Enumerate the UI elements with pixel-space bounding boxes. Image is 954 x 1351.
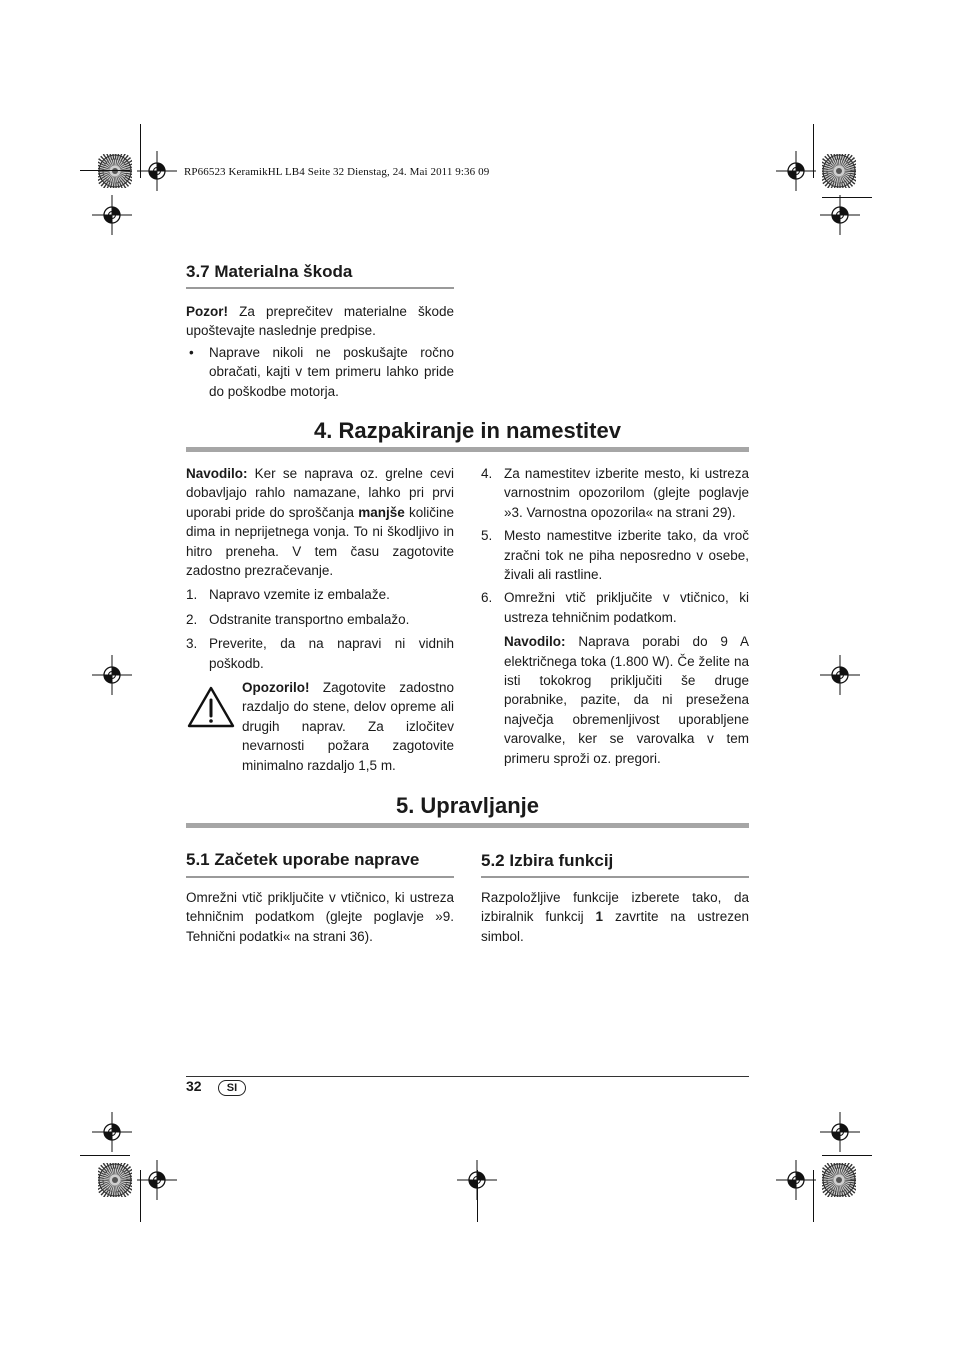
registration-mark-icon (137, 151, 177, 191)
section-3-7 (186, 262, 454, 401)
step-number: 3. (186, 636, 198, 652)
lead-text: Za preprečitev materialne škode upoštevajte naslednje predpise. (186, 304, 454, 339)
crop-mark (140, 124, 141, 178)
note-text: Ker se naprava oz. grelne cevi dobavljajo rahlo namazane, lahko pri prvi uporabi pride do sproščanja (186, 466, 454, 520)
step-text: Odstranite transportno embalažo. (209, 611, 410, 627)
body-text: Razpoložljive funkcije izberete tako, da izbiralnik funkcij (481, 890, 749, 925)
step-number: 5. (481, 528, 493, 544)
step-number: 6. (481, 590, 493, 606)
step-text: Preverite, da na napravi ni vidnih poškodb. (209, 636, 454, 671)
body-text: zavrtite na ustrezen simbol. (481, 909, 749, 944)
bullet-text: Naprave nikoli ne poskušajte ročno obračati, kajti v tem primeru lahko pride do poškodbe motorja. (209, 344, 454, 399)
crop-mark (80, 1155, 130, 1156)
footer-rule (186, 1076, 749, 1077)
section-4-note (186, 464, 454, 580)
step-text: Napravo vzemite iz embalaže. (209, 587, 390, 603)
list-item (186, 343, 454, 401)
section-4-right-column (481, 464, 749, 768)
list-item (186, 634, 454, 673)
warning-label: Opozorilo! (242, 680, 310, 696)
note-label: Navodilo: (186, 466, 248, 481)
registration-mark-icon (776, 1160, 816, 1200)
crop-mark (140, 1170, 141, 1222)
crop-mark (813, 1170, 814, 1222)
crop-mark (813, 124, 814, 178)
warning-text (242, 678, 454, 775)
warning-triangle-icon (186, 685, 236, 729)
subheading-rule (481, 876, 749, 878)
crop-mark (822, 1155, 872, 1156)
registration-mark-icon (137, 1160, 177, 1200)
section-5-1-title: 5.1 Začetek uporabe naprave (186, 850, 420, 869)
print-header: RP66523 KeramikHL LB4 Seite 32 Dienstag, 24. Mai 2011 9:36 09 (184, 166, 490, 178)
warning-block (186, 678, 454, 775)
color-rosette-icon (98, 154, 132, 188)
list-item (481, 464, 749, 522)
list-item (186, 585, 454, 604)
registration-mark-icon (92, 655, 132, 695)
color-rosette-icon (822, 154, 856, 188)
language-badge: SI (218, 1080, 246, 1096)
color-rosette-icon (822, 1163, 856, 1197)
step-text: Mesto namestitve izberite tako, da vroč zračni tok ne piha neposredno v osebe, živali ali rastline. (504, 528, 749, 583)
note-bold: manjše (358, 504, 405, 520)
lead-label: Pozor! (186, 304, 228, 319)
crop-mark (80, 170, 130, 171)
section-4-left-column (186, 464, 454, 775)
step-text: Omrežni vtič priključite v vtičnico, ki ustreza tehničnim podatkom. (504, 590, 749, 625)
list-item (481, 526, 749, 584)
note-label: Navodilo: (504, 634, 566, 650)
registration-mark-icon (820, 655, 860, 695)
page-number: 32 (186, 1078, 202, 1094)
registration-mark-icon (776, 151, 816, 191)
section-5-2-title: 5.2 Izbira funkcij (481, 851, 614, 870)
bullet-mark: • (189, 344, 194, 360)
section-rule (186, 823, 749, 828)
registration-mark-icon (92, 195, 132, 235)
section-5-1 (186, 851, 454, 946)
step-number: 1. (186, 587, 198, 603)
section-4-note-2 (481, 632, 749, 768)
note-text: Naprava porabi do 9 A električnega toka (1.800 W). Če želite na isti tokokrog priključiti še druge porabnike, pazite, da ni presežena največja obremenljivost uporabljene varovalke, ker se varovalka v tem primeru sproži oz. pregori. (504, 634, 749, 766)
section-3-7-lead (186, 302, 454, 341)
section-5-2-text (481, 888, 749, 946)
registration-mark-icon (820, 195, 860, 235)
warning-body: Zagotovite zadostno razdaljo do stene, delov opreme ali drugih naprav. Za izločitev nevarnosti požara zagotovite minimalno razdaljo 1,5 m. (242, 680, 454, 773)
step-number: 2. (186, 611, 198, 627)
section-5-title: 5. Upravljanje (395, 793, 540, 818)
section-5-1-text: Omrežni vtič priključite v vtičnico, ki ustreza tehničnim podatkom (glejte poglavje »9. Tehnični podatki« na strani 36). (186, 890, 454, 944)
selector-number: 1 (595, 909, 604, 925)
section-rule (186, 447, 749, 452)
subheading-rule (186, 287, 454, 289)
step-text: Za namestitev izberite mesto, ki ustreza varnostnim opozorilom (glejte poglavje »3. Varnostna opozorila« na strani 29). (504, 466, 749, 520)
subheading-rule (186, 876, 454, 878)
list-item (481, 588, 749, 627)
section-5-2 (481, 851, 749, 946)
note-text: količine dima in neprijetnega vonja. To ni škodljivo in hitro preneha. V tem času zagotovite zadostno prezračevanje. (186, 504, 455, 579)
section-3-7-title: 3.7 Materialna škoda (186, 262, 353, 281)
section-4-title: 4. Razpakiranje in namestitev (314, 418, 621, 443)
step-number: 4. (481, 466, 493, 481)
registration-mark-icon (92, 1112, 132, 1152)
color-rosette-icon (98, 1163, 132, 1197)
crop-mark (822, 197, 872, 198)
list-item (186, 610, 454, 629)
registration-mark-icon (820, 1112, 860, 1152)
crop-mark (477, 1170, 478, 1222)
